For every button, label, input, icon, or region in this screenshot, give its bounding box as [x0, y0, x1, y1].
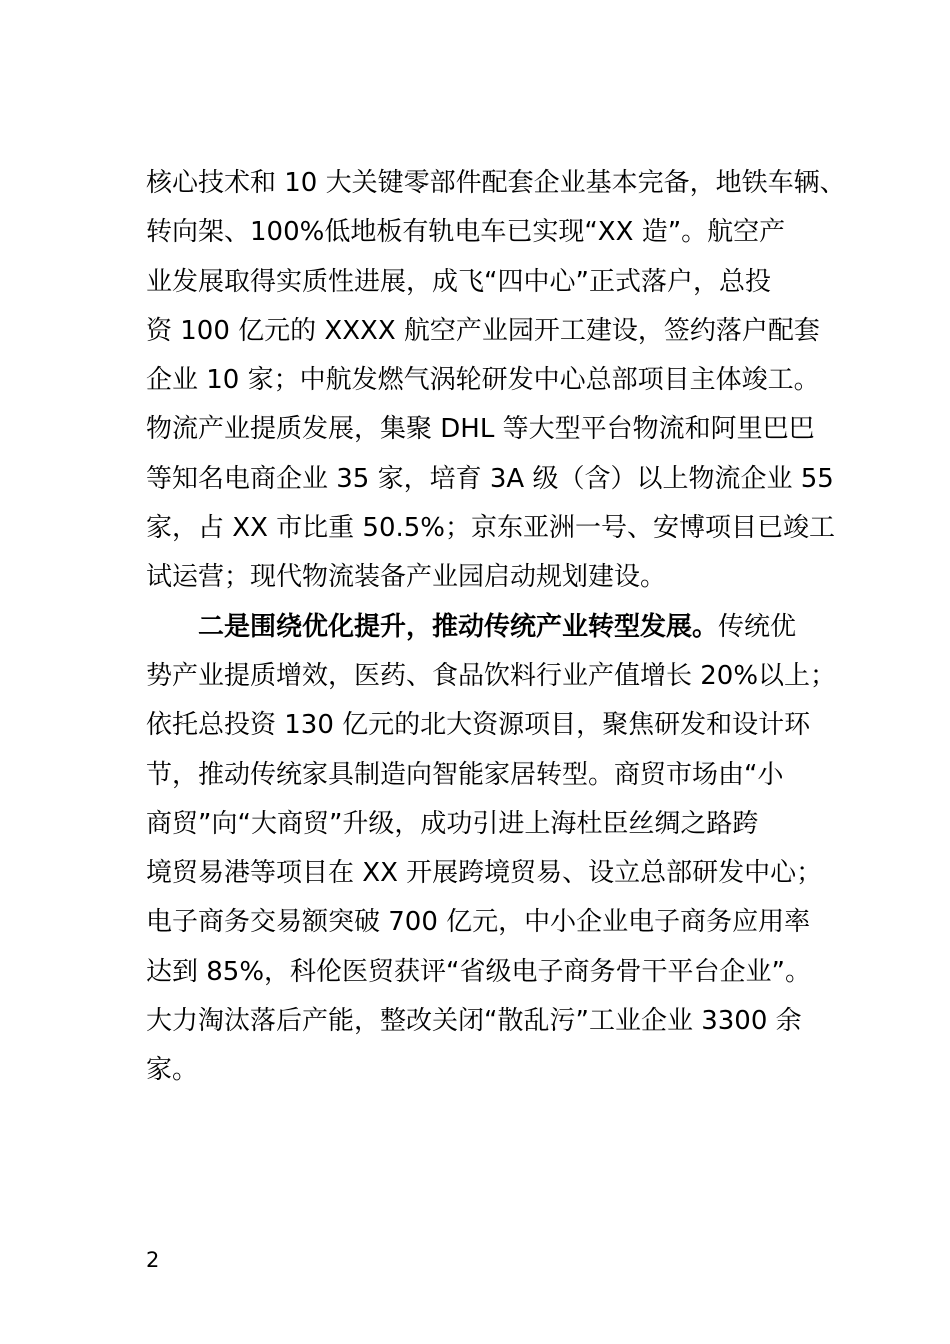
text-line: 境贸易港等项目在 XX 开展跨境贸易、设立总部研发中心；	[146, 858, 823, 889]
text-line: 企业 10 家；中航发燃气涡轮研发中心总部项目主体竣工。	[146, 365, 820, 396]
page-number: 2	[146, 1248, 160, 1272]
text-run: 传统优	[718, 611, 797, 642]
text-line: 家，占 XX 市比重 50.5%；京东亚洲一号、安博项目已竣工	[146, 513, 836, 544]
text-line: 等知名电商企业 35 家，培育 3A 级（含）以上物流企业 55	[146, 463, 834, 494]
text-line: 物流产业提质发展，集聚 DHL 等大型平台物流和阿里巴巴	[146, 414, 815, 445]
text-line: 大力淘汰落后产能，整改关闭“散乱污”工业企业 3300 余	[146, 1006, 802, 1037]
text-line: 势产业提质增效，医药、食品饮料行业产值增长 20%以上；	[146, 660, 837, 691]
text-line: 商贸”向“大商贸”升级，成功引进上海杜臣丝绸之路跨	[146, 808, 759, 839]
document-body	[146, 159, 846, 1096]
text-line: 资 100 亿元的 XXXX 航空产业园开工建设，签约落户配套	[146, 315, 820, 346]
paragraph-industry-development	[146, 159, 846, 603]
text-line: 转向架、100%低地板有轨电车已实现“XX 造”。航空产	[146, 217, 786, 248]
paragraph-first-line	[146, 603, 830, 652]
text-line: 依托总投资 130 亿元的北大资源项目，聚焦研发和设计环	[146, 710, 811, 741]
text-line: 电子商务交易额突破 700 亿元，中小企业电子商务应用率	[146, 907, 811, 938]
paragraph-heading: 二是围绕优化提升，推动传统产业转型发展。	[198, 611, 719, 642]
paragraph-traditional-industry	[146, 603, 837, 1096]
text-line: 节，推动传统家具制造向智能家居转型。商贸市场由“小	[146, 759, 784, 790]
text-line: 家。	[146, 1055, 199, 1086]
text-line: 达到 85%，科伦医贸获评“省级电子商务骨干平台企业”。	[146, 956, 811, 987]
text-line: 核心技术和 10 大关键零部件配套企业基本完备，地铁车辆、	[146, 168, 846, 198]
text-line: 业发展取得实质性进展，成飞“四中心”正式落户，总投	[146, 266, 771, 297]
text-line: 试运营；现代物流装备产业园启动规划建设。	[146, 562, 667, 593]
